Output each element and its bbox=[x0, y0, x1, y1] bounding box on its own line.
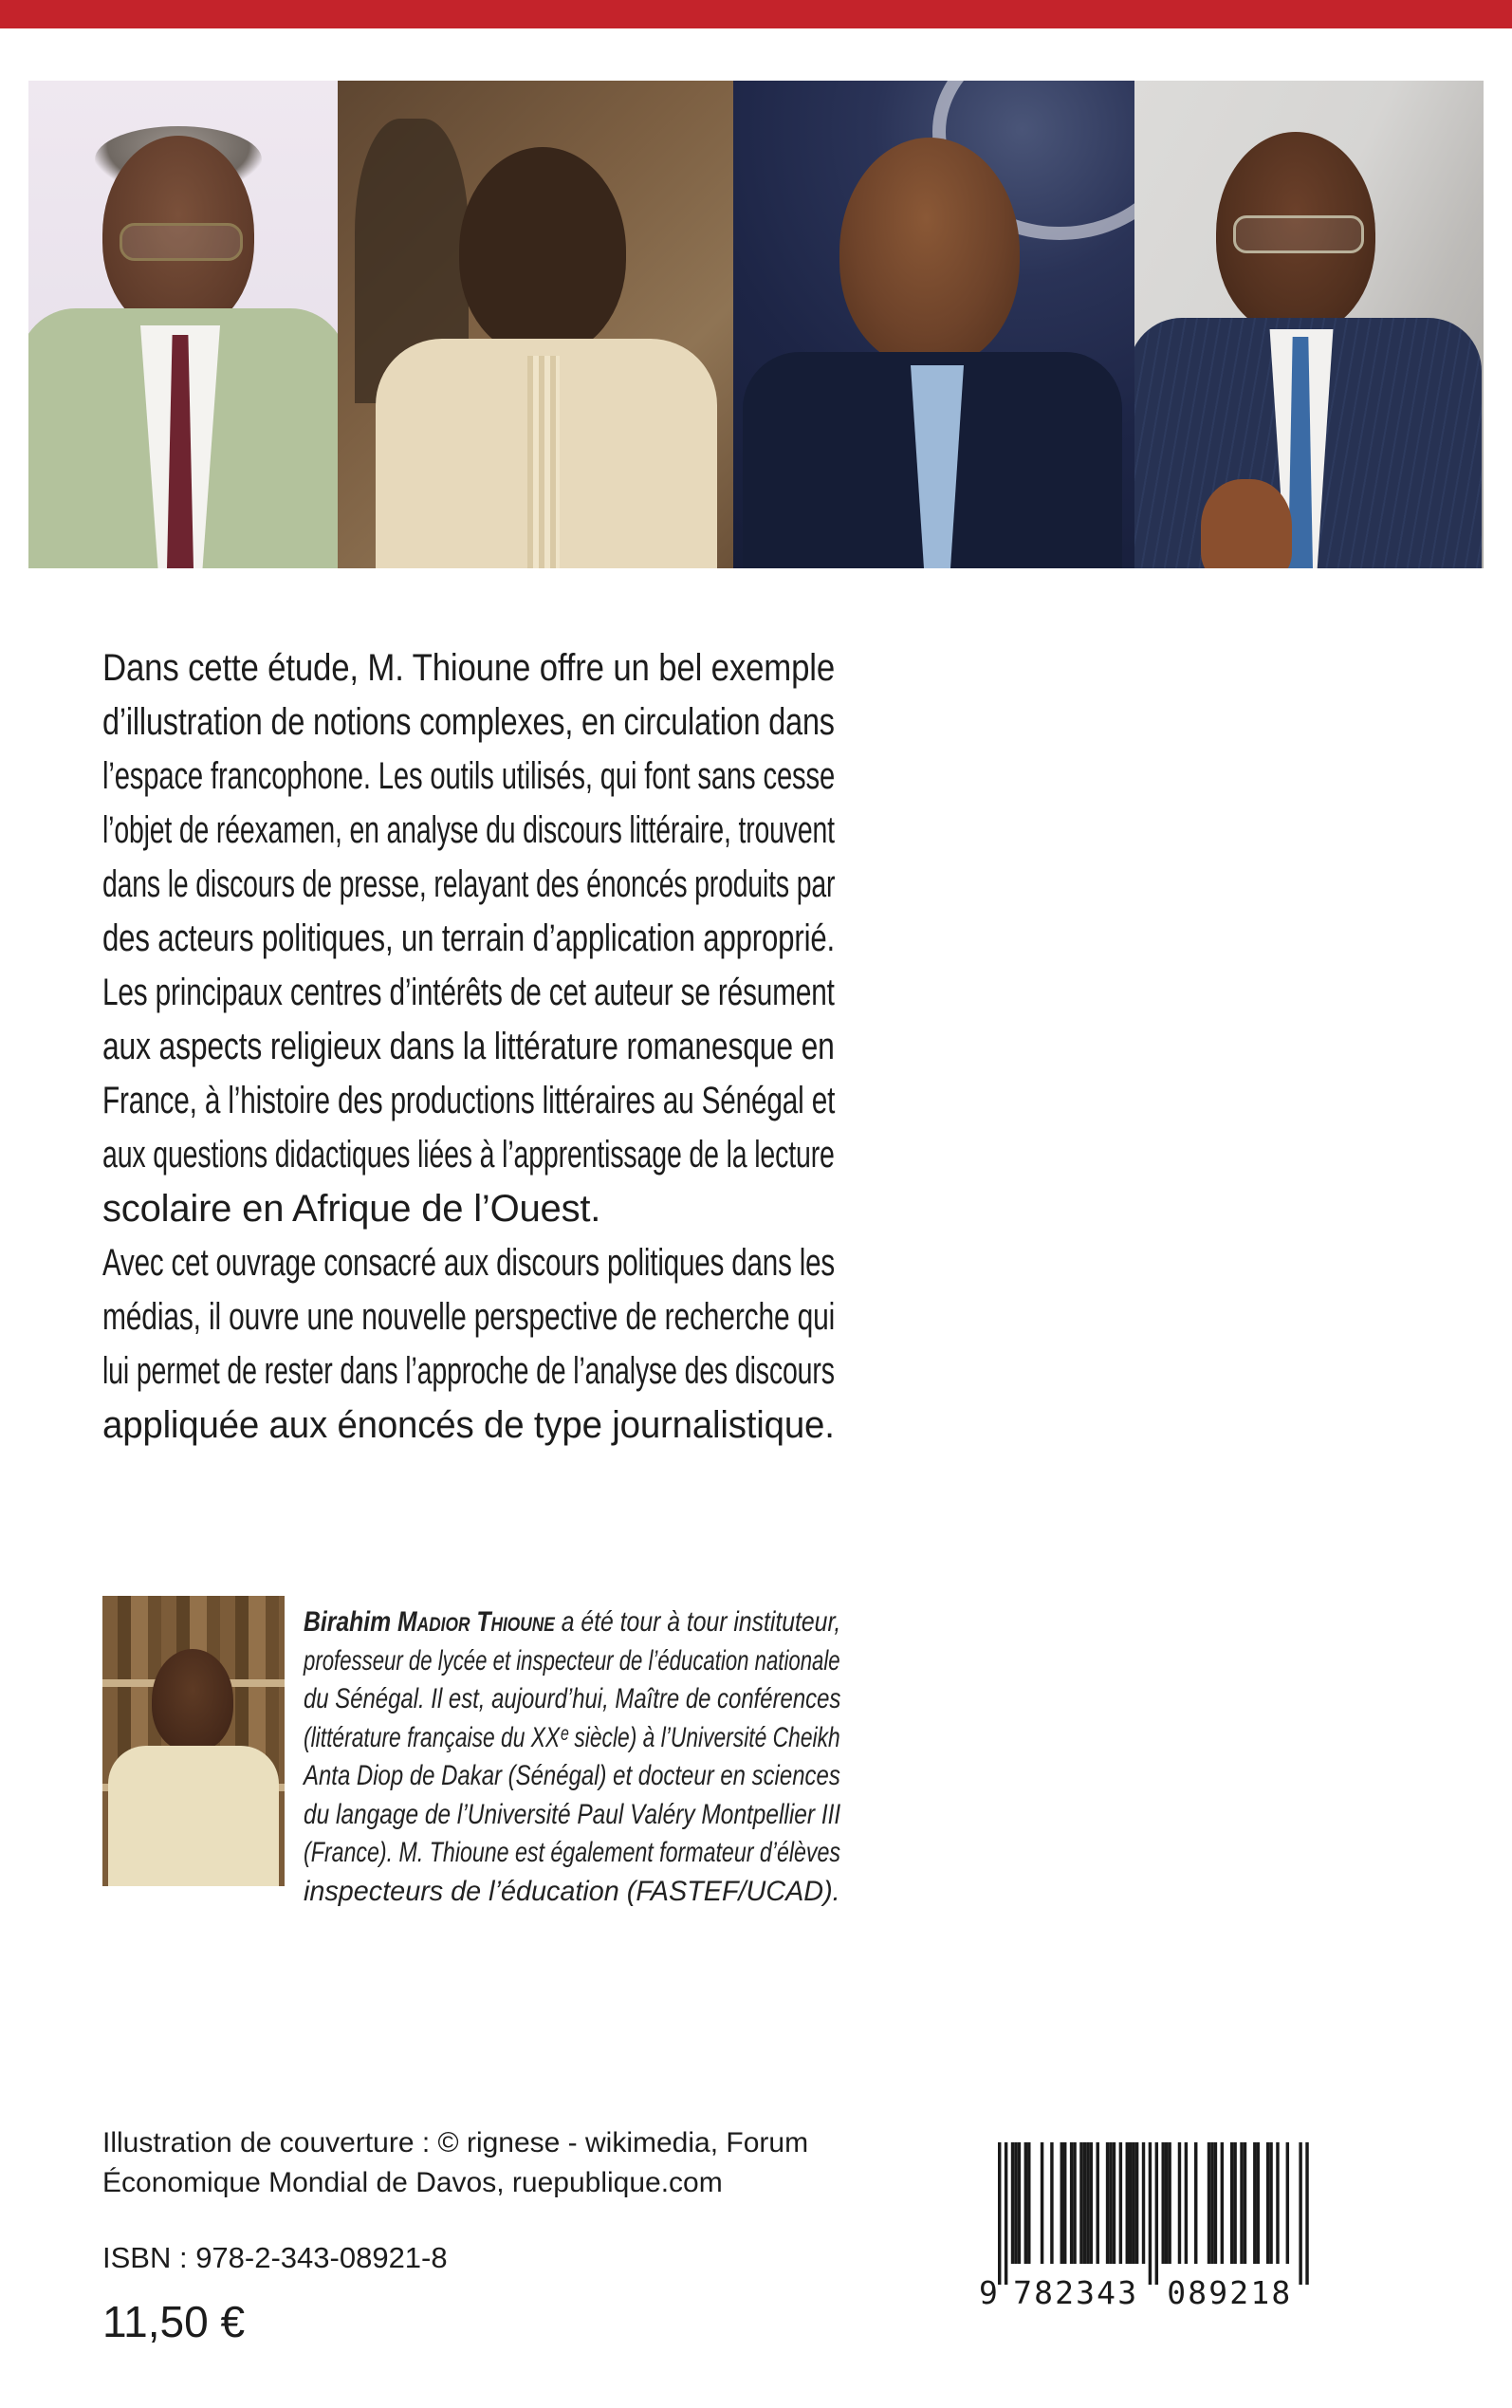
synopsis-line: l’espace francophone. Les outils utilisés, qui font sans cesse bbox=[102, 755, 836, 797]
photo-politician-3 bbox=[733, 81, 1134, 568]
photo-politician-4 bbox=[1134, 81, 1484, 568]
svg-text:782343: 782343 bbox=[1013, 2274, 1137, 2311]
author-first-name: Birahim bbox=[304, 1606, 398, 1638]
author-photo bbox=[102, 1596, 285, 1886]
author-bio-text bbox=[304, 1603, 840, 1911]
boubou-embroidery-shape bbox=[527, 356, 560, 568]
hand-shape bbox=[1201, 479, 1292, 568]
author-last-name: Madior Thioune bbox=[397, 1606, 555, 1638]
photo-politician-1 bbox=[28, 81, 338, 568]
ean13-barcode bbox=[977, 2140, 1318, 2311]
author-face-shape bbox=[152, 1649, 233, 1751]
price-text: 11,50 € bbox=[102, 2297, 246, 2346]
synopsis-line: Les principaux centres d’intérêts de cet auteur se résument bbox=[102, 972, 835, 1013]
bio-line: Anta Diop de Dakar (Sénégal) et docteur en sciences bbox=[304, 1760, 840, 1791]
bio-line: professeur de lycée et inspecteur de l’éducation nationale bbox=[304, 1644, 840, 1676]
synopsis-line: aux questions didactiques liées à l’apprentissage de la lecture bbox=[102, 1134, 835, 1176]
synopsis-line: appliquée aux énoncés de type journalistique. bbox=[102, 1404, 835, 1446]
synopsis-line: France, à l’histoire des productions littéraires au Sénégal et bbox=[102, 1080, 836, 1121]
isbn-text: ISBN : 978-2-343-08921-8 bbox=[102, 2241, 448, 2274]
synopsis-line: d’illustration de notions complexes, en circulation dans bbox=[102, 701, 835, 743]
svg-text:089218: 089218 bbox=[1167, 2274, 1291, 2311]
credit-line-2: Économique Mondial de Davos, ruepublique.com bbox=[102, 2167, 723, 2198]
synopsis-line: Avec cet ouvrage consacré aux discours politiques dans les bbox=[102, 1242, 836, 1284]
synopsis-text bbox=[102, 641, 835, 1453]
cover-illustration-credit bbox=[102, 2123, 808, 2203]
glasses-shape bbox=[1233, 215, 1364, 253]
bio-line: Birahim Madior Thioune a été tour à tour instituteur, bbox=[304, 1606, 841, 1638]
photo-politician-2 bbox=[338, 81, 733, 568]
synopsis-line: lui permet de rester dans l’approche de l’analyse des discours bbox=[102, 1350, 835, 1392]
bio-line: (littérature française du XXᵉ siècle) à l’Université Cheikh bbox=[304, 1721, 840, 1753]
synopsis-line: médias, il ouvre une nouvelle perspective de recherche qui bbox=[102, 1296, 836, 1338]
synopsis-line: des acteurs politiques, un terrain d’application approprié. bbox=[102, 917, 836, 959]
bio-line: inspecteurs de l’éducation (FASTEF/UCAD). bbox=[304, 1875, 840, 1907]
politicians-photo-strip bbox=[28, 81, 1484, 568]
credit-line-1: Illustration de couverture : © rignese - wikimedia, Forum bbox=[102, 2127, 809, 2158]
synopsis-line: scolaire en Afrique de l’Ouest. bbox=[102, 1188, 601, 1230]
bio-line: du Sénégal. Il est, aujourd’hui, Maître de conférences bbox=[304, 1683, 841, 1714]
bio-line: du langage de l’Université Paul Valéry Montpellier III bbox=[304, 1798, 841, 1830]
top-red-band bbox=[0, 0, 1512, 28]
synopsis-line: l’objet de réexamen, en analyse du discours littéraire, trouvent bbox=[102, 809, 835, 851]
bald-head-shape bbox=[839, 138, 1020, 367]
face-shape bbox=[459, 147, 626, 356]
author-shirt-shape bbox=[108, 1746, 279, 1886]
synopsis-line: dans le discours de presse, relayant des énoncés produits par bbox=[102, 863, 836, 905]
glasses-shape bbox=[120, 223, 243, 261]
synopsis-line: aux aspects religieux dans la littérature romanesque en bbox=[102, 1026, 835, 1067]
bio-line: (France). M. Thioune est également formateur d’élèves bbox=[304, 1837, 840, 1868]
synopsis-line: Dans cette étude, M. Thioune offre un bel exemple bbox=[102, 647, 836, 689]
svg-text:9: 9 bbox=[979, 2274, 998, 2311]
